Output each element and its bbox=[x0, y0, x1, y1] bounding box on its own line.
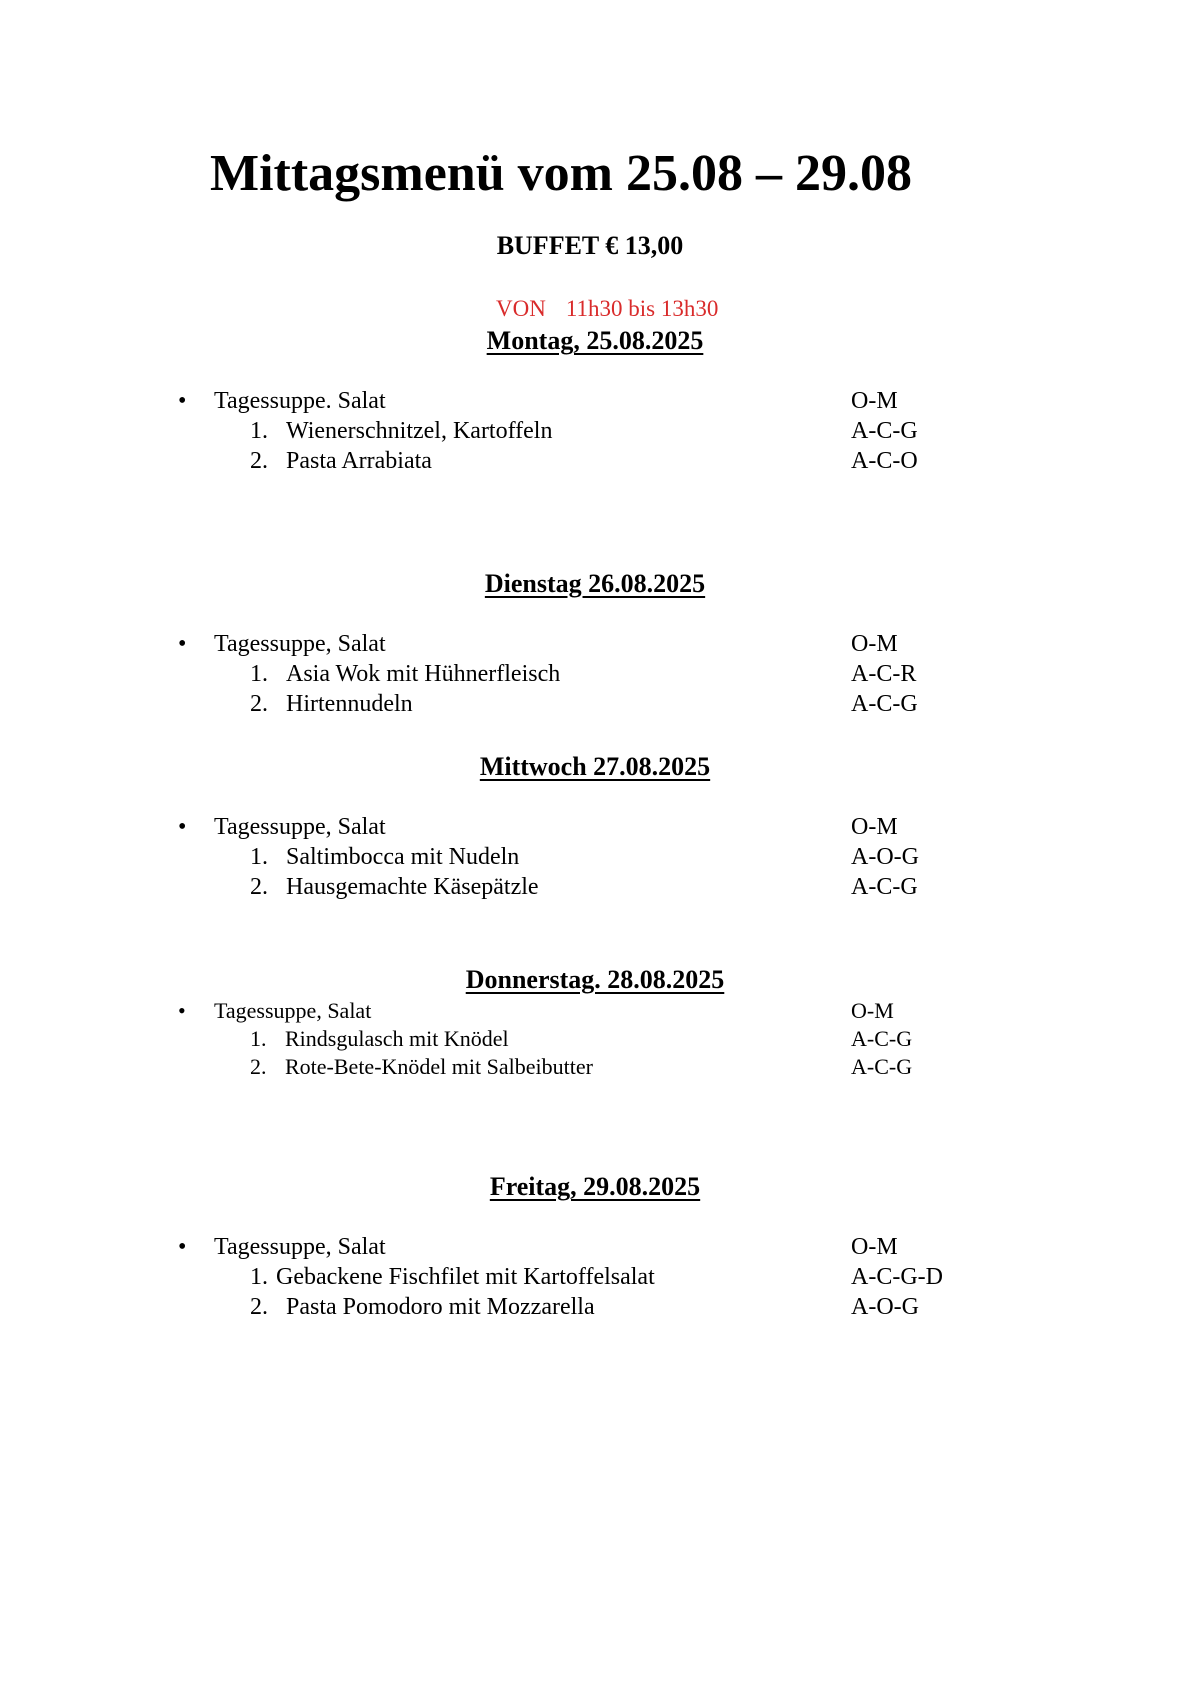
dish-number: 2. bbox=[250, 691, 268, 717]
dish-number: 2. bbox=[250, 874, 268, 900]
page-title: Mittagsmenü vom 25.08 – 29.08 bbox=[210, 145, 912, 202]
soup-label: Tagessuppe, Salat bbox=[214, 814, 386, 840]
dish-label: Saltimbocca mit Nudeln bbox=[286, 844, 520, 870]
dish-allergens: A-O-G bbox=[851, 844, 919, 870]
opening-hours bbox=[496, 297, 718, 320]
soup-allergens: O-M bbox=[851, 631, 898, 657]
dish-label: Gebackene Fischfilet mit Kartoffelsalat bbox=[276, 1264, 655, 1290]
day-heading-montag: Montag, 25.08.2025 bbox=[486, 326, 704, 355]
dish-allergens: A-C-G bbox=[851, 418, 918, 444]
dish-label: Pasta Pomodoro mit Mozzarella bbox=[286, 1294, 595, 1320]
dish-number: 1. bbox=[250, 1264, 268, 1290]
dish-allergens: A-O-G bbox=[851, 1294, 919, 1320]
dish-number: 2. bbox=[250, 1294, 268, 1320]
dish-label: Rindsgulasch mit Knödel bbox=[285, 1026, 509, 1051]
hours-time: 11h30 bis 13h30 bbox=[565, 296, 719, 321]
soup-label: Tagessuppe, Salat bbox=[214, 998, 372, 1023]
dish-label: Pasta Arrabiata bbox=[286, 448, 432, 474]
day-heading-mittwoch: Mittwoch 27.08.2025 bbox=[479, 752, 711, 781]
buffet-price: BUFFET € 13,00 bbox=[496, 231, 684, 260]
soup-allergens: O-M bbox=[851, 998, 894, 1023]
dish-allergens: A-C-G bbox=[851, 1026, 913, 1051]
bullet-icon: • bbox=[178, 814, 187, 840]
bullet-icon: • bbox=[178, 631, 187, 657]
dish-number: 2. bbox=[250, 448, 268, 474]
dish-number: 1. bbox=[250, 418, 268, 444]
dish-number: 2. bbox=[250, 1054, 267, 1079]
day-heading-freitag: Freitag, 29.08.2025 bbox=[489, 1172, 701, 1201]
dish-label: Hausgemachte Käsepätzle bbox=[286, 874, 539, 900]
dish-label: Hirtennudeln bbox=[286, 691, 413, 717]
soup-allergens: O-M bbox=[851, 388, 898, 414]
hours-prefix: VON bbox=[496, 296, 546, 321]
dish-allergens: A-C-R bbox=[851, 661, 917, 687]
dish-number: 1. bbox=[250, 1026, 267, 1051]
dish-number: 1. bbox=[250, 844, 268, 870]
bullet-icon: • bbox=[178, 1234, 187, 1260]
soup-label: Tagessuppe. Salat bbox=[214, 388, 386, 414]
day-heading-dienstag: Dienstag 26.08.2025 bbox=[484, 569, 706, 598]
dish-allergens: A-C-O bbox=[851, 448, 918, 474]
dish-allergens: A-C-G bbox=[851, 1054, 913, 1079]
bullet-icon: • bbox=[178, 388, 187, 414]
dish-allergens: A-C-G bbox=[851, 874, 918, 900]
dish-label: Rote-Bete-Knödel mit Salbeibutter bbox=[285, 1054, 593, 1079]
day-heading-donnerstag: Donnerstag. 28.08.2025 bbox=[465, 965, 725, 994]
bullet-icon: • bbox=[178, 998, 186, 1023]
soup-allergens: O-M bbox=[851, 814, 898, 840]
dish-number: 1. bbox=[250, 661, 268, 687]
soup-label: Tagessuppe, Salat bbox=[214, 1234, 386, 1260]
soup-label: Tagessuppe, Salat bbox=[214, 631, 386, 657]
dish-allergens: A-C-G bbox=[851, 691, 918, 717]
dish-allergens: A-C-G-D bbox=[851, 1264, 943, 1290]
dish-label: Asia Wok mit Hühnerfleisch bbox=[286, 661, 561, 687]
dish-label: Wienerschnitzel, Kartoffeln bbox=[286, 418, 553, 444]
soup-allergens: O-M bbox=[851, 1234, 898, 1260]
